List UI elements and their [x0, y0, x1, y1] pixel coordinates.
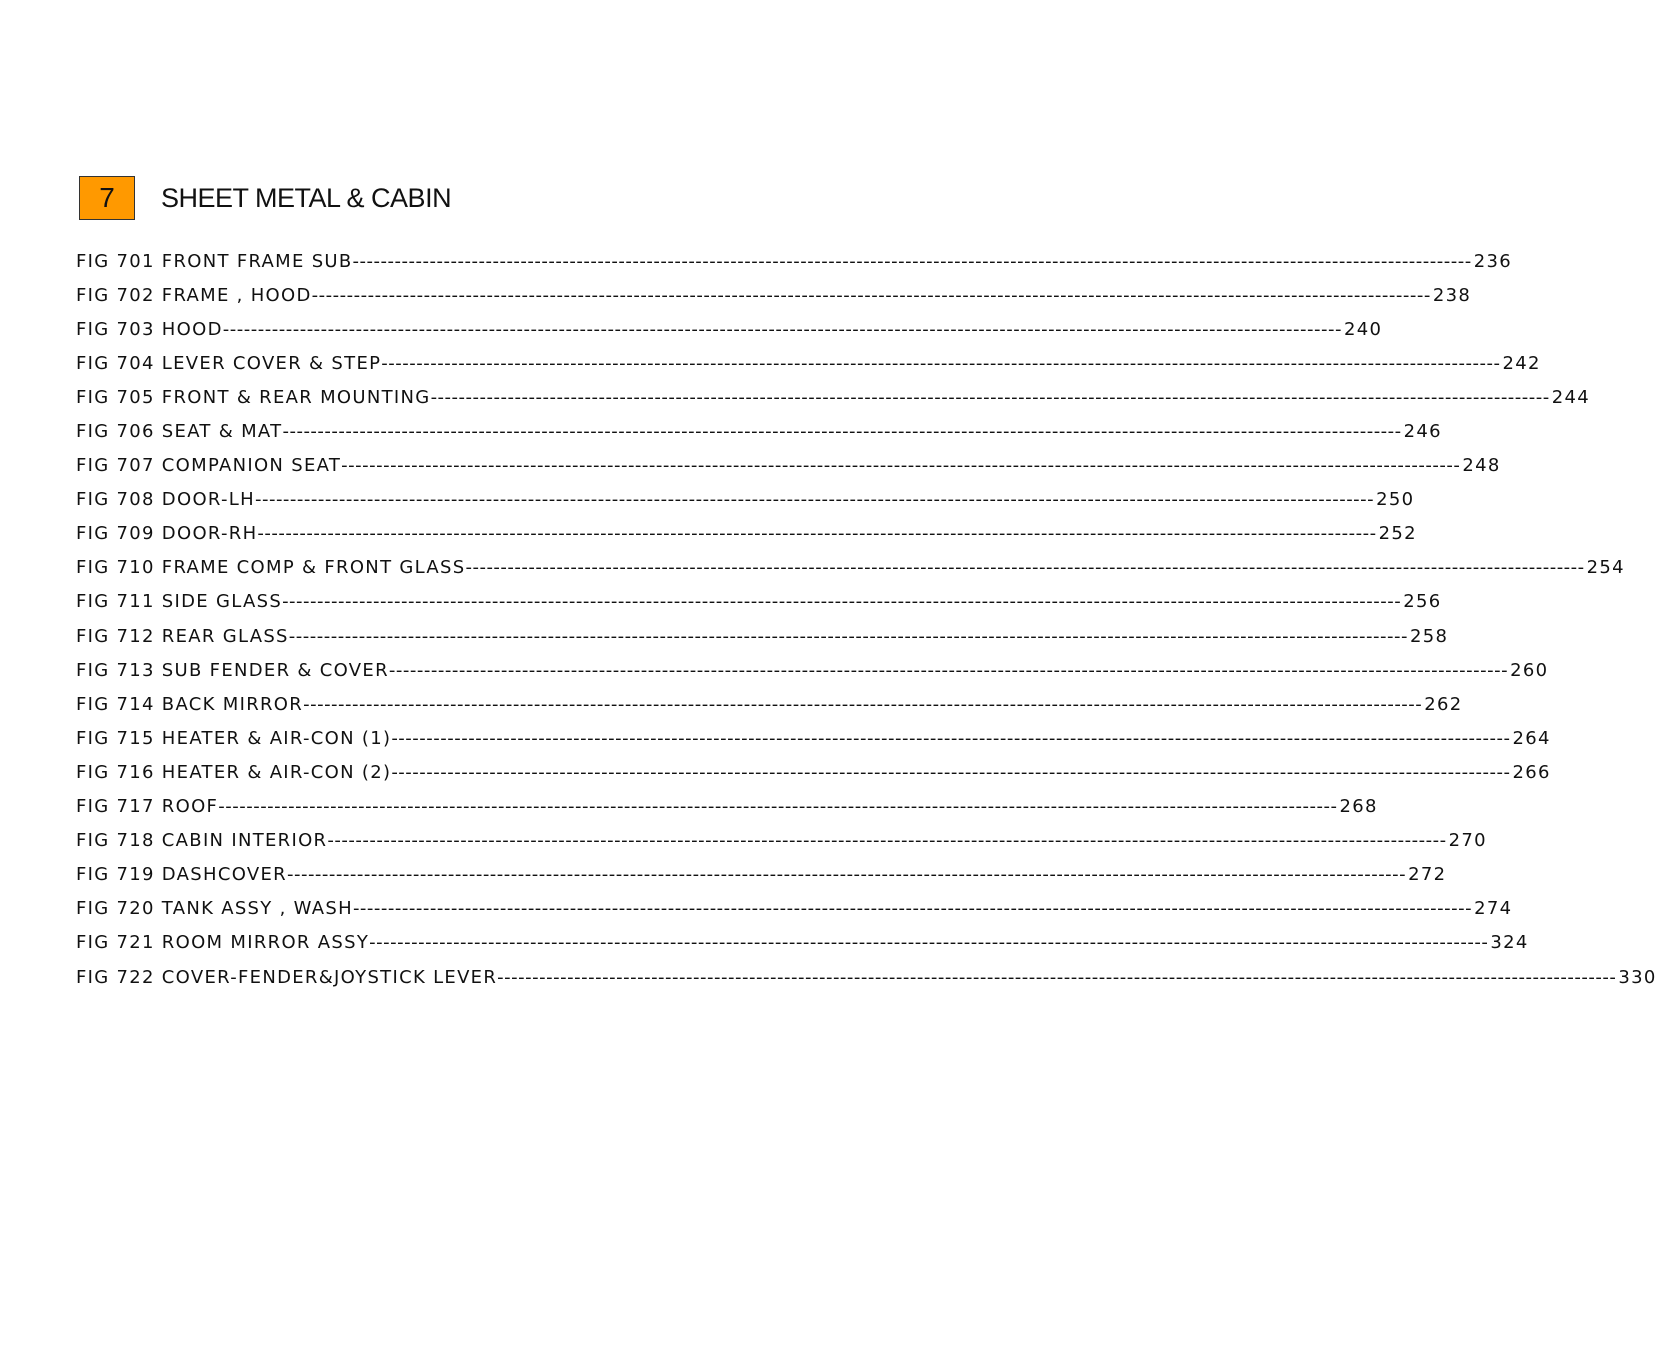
toc-entry[interactable]: [76, 926, 1529, 960]
toc-entry-label: FIG 719 DASHCOVER: [76, 864, 287, 886]
toc-entry-page: 240: [1343, 318, 1383, 340]
toc-dash-leader: ----------------------------------------------------------------------------------------------------------------------------------------------------------------: [352, 898, 1473, 920]
toc-entry-page: 258: [1410, 625, 1449, 647]
section-header: [79, 175, 451, 221]
toc-dash-leader: ----------------------------------------------------------------------------------------------------------------------------------------------------------------: [222, 318, 1342, 340]
toc-entry-label: FIG 720 TANK ASSY , WASH: [76, 898, 353, 920]
toc-entry[interactable]: [76, 790, 1378, 824]
toc-entry-label: FIG 722 COVER-FENDER&JOYSTICK LEVER: [76, 966, 498, 988]
toc-entry-label: FIG 712 REAR GLASS: [76, 625, 289, 647]
toc-entry-label: FIG 704 LEVER COVER & STEP: [76, 352, 382, 374]
toc-dash-leader: ----------------------------------------------------------------------------------------------------------------------------------------------------------------: [286, 864, 1407, 886]
toc-entry-label: FIG 714 BACK MIRROR: [76, 693, 304, 715]
toc-dash-leader: ----------------------------------------------------------------------------------------------------------------------------------------------------------------: [311, 284, 1431, 306]
toc-entry-label: FIG 707 COMPANION SEAT: [76, 455, 342, 477]
toc-dash-leader: ----------------------------------------------------------------------------------------------------------------------------------------------------------------: [341, 455, 1461, 477]
toc-entry-page: 244: [1551, 386, 1591, 408]
toc-dash-leader: ----------------------------------------------------------------------------------------------------------------------------------------------------------------: [303, 693, 1423, 715]
toc-dash-leader: ----------------------------------------------------------------------------------------------------------------------------------------------------------------: [254, 489, 1375, 511]
toc-entry[interactable]: [76, 278, 1472, 312]
toc-entry-page: 236: [1473, 250, 1513, 272]
toc-entry-label: FIG 717 ROOF: [76, 796, 219, 818]
toc-entry-page: 242: [1502, 352, 1541, 374]
section-title: SHEET METAL & CABIN: [161, 182, 452, 213]
toc-entry[interactable]: [76, 551, 1625, 585]
toc-dash-leader: ----------------------------------------------------------------------------------------------------------------------------------------------------------------: [352, 250, 1472, 272]
toc-entry[interactable]: [76, 858, 1447, 892]
toc-dash-leader: ----------------------------------------------------------------------------------------------------------------------------------------------------------------: [288, 625, 1409, 647]
toc-entry[interactable]: [76, 824, 1487, 858]
toc-entry-page: 262: [1424, 693, 1463, 715]
toc-dash-leader: ----------------------------------------------------------------------------------------------------------------------------------------------------------------: [381, 352, 1501, 374]
toc-entry-page: 246: [1403, 421, 1442, 443]
toc-entry-label: FIG 715 HEATER & AIR-CON (1): [76, 727, 392, 749]
toc-entry[interactable]: [76, 449, 1501, 483]
toc-entry[interactable]: [76, 380, 1591, 414]
table-of-contents: [76, 244, 1657, 994]
toc-entry-label: FIG 709 DOOR-RH: [76, 523, 258, 545]
toc-entry-page: 248: [1462, 455, 1501, 477]
toc-dash-leader: ----------------------------------------------------------------------------------------------------------------------------------------------------------------: [257, 523, 1377, 545]
toc-dash-leader: ----------------------------------------------------------------------------------------------------------------------------------------------------------------: [282, 591, 1402, 613]
toc-entry-label: FIG 711 SIDE GLASS: [76, 591, 283, 613]
toc-entry-page: 254: [1586, 557, 1625, 579]
toc-dash-leader: ----------------------------------------------------------------------------------------------------------------------------------------------------------------: [282, 421, 1402, 443]
toc-entry-label: FIG 721 ROOM MIRROR ASSY: [76, 932, 370, 954]
toc-entry-page: 256: [1403, 591, 1442, 613]
toc-entry-page: 324: [1490, 932, 1529, 954]
toc-dash-leader: ----------------------------------------------------------------------------------------------------------------------------------------------------------------: [430, 386, 1550, 408]
toc-entry-page: 264: [1512, 727, 1551, 749]
toc-entry-page: 238: [1432, 284, 1472, 306]
toc-dash-leader: ----------------------------------------------------------------------------------------------------------------------------------------------------------------: [327, 830, 1447, 852]
toc-entry[interactable]: [76, 244, 1513, 278]
toc-entry-label: FIG 705 FRONT & REAR MOUNTING: [76, 386, 431, 408]
toc-entry[interactable]: [76, 721, 1551, 755]
toc-dash-leader: ----------------------------------------------------------------------------------------------------------------------------------------------------------------: [497, 966, 1617, 988]
toc-entry[interactable]: [76, 517, 1417, 551]
section-number-badge: 7: [79, 176, 135, 220]
toc-entry-label: FIG 716 HEATER & AIR-CON (2): [76, 761, 392, 783]
toc-entry-label: FIG 703 HOOD: [76, 318, 223, 340]
toc-dash-leader: ----------------------------------------------------------------------------------------------------------------------------------------------------------------: [369, 932, 1489, 954]
toc-entry[interactable]: [76, 653, 1549, 687]
toc-entry[interactable]: [76, 312, 1383, 346]
toc-entry[interactable]: [76, 414, 1442, 448]
toc-entry[interactable]: [76, 892, 1513, 926]
toc-entry[interactable]: [76, 755, 1551, 789]
toc-entry-label: FIG 702 FRAME , HOOD: [76, 284, 312, 306]
toc-entry-page: 250: [1376, 489, 1415, 511]
toc-entry-label: FIG 710 FRAME COMP & FRONT GLASS: [76, 557, 466, 579]
toc-entry[interactable]: [76, 483, 1415, 517]
toc-entry-label: FIG 706 SEAT & MAT: [76, 421, 283, 443]
toc-entry-page: 268: [1339, 796, 1378, 818]
toc-entry[interactable]: [76, 346, 1541, 380]
toc-dash-leader: ----------------------------------------------------------------------------------------------------------------------------------------------------------------: [388, 659, 1509, 681]
toc-entry[interactable]: [76, 687, 1463, 721]
toc-entry-page: 260: [1510, 659, 1549, 681]
toc-entry-label: FIG 713 SUB FENDER & COVER: [76, 659, 389, 681]
toc-dash-leader: ----------------------------------------------------------------------------------------------------------------------------------------------------------------: [391, 727, 1511, 749]
toc-entry-label: FIG 708 DOOR-LH: [76, 489, 255, 511]
toc-entry-page: 272: [1408, 864, 1447, 886]
toc-entry-page: 274: [1474, 898, 1513, 920]
toc-entry-page: 330: [1618, 966, 1657, 988]
toc-entry[interactable]: [76, 960, 1657, 994]
toc-entry-label: FIG 718 CABIN INTERIOR: [76, 830, 328, 852]
toc-entry[interactable]: [76, 585, 1442, 619]
toc-entry-page: 266: [1512, 761, 1551, 783]
toc-entry[interactable]: [76, 619, 1449, 653]
toc-entry-page: 252: [1378, 523, 1417, 545]
toc-dash-leader: ----------------------------------------------------------------------------------------------------------------------------------------------------------------: [391, 761, 1511, 783]
toc-dash-leader: ----------------------------------------------------------------------------------------------------------------------------------------------------------------: [465, 557, 1585, 579]
toc-dash-leader: ----------------------------------------------------------------------------------------------------------------------------------------------------------------: [218, 796, 1338, 818]
toc-entry-label: FIG 701 FRONT FRAME SUB: [76, 250, 353, 272]
toc-entry-page: 270: [1448, 830, 1487, 852]
